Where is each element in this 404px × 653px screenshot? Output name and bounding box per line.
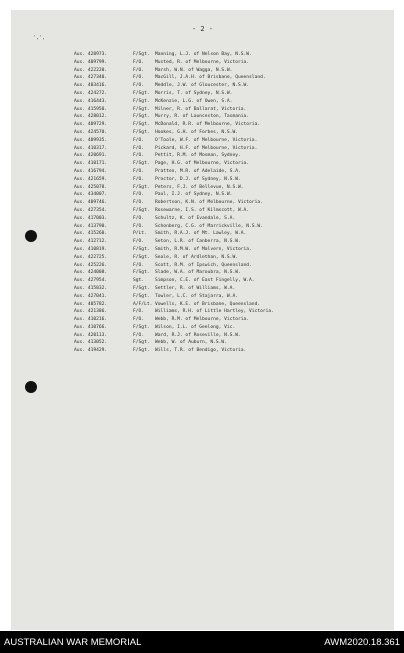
service-number: Aus. 409746.: [74, 200, 108, 206]
name-location: Wilson, I.L. of Geelong, Vic.: [155, 324, 236, 330]
list-item: [74, 301, 384, 309]
name-location: Williams, R.H. of Little Hartley, Victoria.: [155, 309, 274, 315]
service-number: Aus. 424570.: [74, 129, 108, 135]
list-item: [74, 277, 384, 285]
name-location: Pickard, H.F. of Melbourne, Victoria.: [155, 145, 258, 151]
service-number: Aus. 427354.: [74, 207, 108, 213]
list-item: [74, 191, 384, 199]
rank: F/Sgt.: [133, 90, 150, 96]
service-number: Aus. 422220.: [74, 67, 108, 73]
rank: F/O.: [133, 137, 145, 143]
rank: F/O.: [133, 83, 145, 89]
name-location: Pettit, R.M. of Mosman, Sydney.: [155, 153, 241, 159]
name-location: Seton, L.R. of Canberra, N.S.W.: [155, 239, 241, 245]
list-item: [74, 51, 384, 59]
list-item: [74, 168, 384, 176]
rank: F/Sgt.: [133, 293, 150, 299]
page-number: - 2 -: [191, 25, 214, 33]
list-item: [74, 269, 384, 277]
name-location: Webb, W. of Auburn, N.S.W.: [155, 340, 227, 346]
personnel-list: [74, 51, 384, 355]
footer-institution: AUSTRALIAN WAR MEMORIAL: [4, 636, 142, 648]
rank: Sgt.: [133, 278, 145, 284]
list-item: [74, 98, 384, 106]
list-item: [74, 90, 384, 98]
rank: F/O.: [133, 223, 145, 229]
service-number: Aus. 427954.: [74, 278, 108, 284]
name-location: Towler, L.C. of Stajarra, W.A.: [155, 293, 238, 299]
list-item: [74, 199, 384, 207]
list-item: [74, 347, 384, 355]
punch-hole-icon: [25, 230, 37, 242]
rank: F/Sgt.: [133, 340, 150, 346]
list-item: [74, 207, 384, 215]
service-number: Aus. 427041.: [74, 293, 108, 299]
rank: F/O.: [133, 192, 145, 198]
rank: F/O.: [133, 145, 145, 151]
list-item: [74, 230, 384, 238]
service-number: Aus. 410766.: [74, 324, 108, 330]
list-item: [74, 223, 384, 231]
list-item: [74, 285, 384, 293]
service-number: Aus. 425226.: [74, 262, 108, 268]
name-location: Paul, I.J. of Sydney, N.S.W.: [155, 192, 233, 198]
rank: F/O.: [133, 317, 145, 323]
service-number: Aus. 422725.: [74, 254, 108, 260]
name-location: Wills, T.R. of Bendigo, Victoria.: [155, 348, 247, 354]
name-location: Smith, R.A.J. of Mt. Lawley, W.A.: [155, 231, 247, 237]
service-number: Aus. 420691.: [74, 153, 108, 159]
list-item: [74, 137, 384, 145]
name-location: Manning, L.J. of Nelson Bay, N.S.W.: [155, 52, 252, 57]
service-number: Aus. 409729.: [74, 122, 108, 128]
name-location: Milner, R. of Ballarat, Victoria.: [155, 106, 247, 112]
rank: F/O.: [133, 176, 145, 182]
name-location: Hookes, G.H. of Forbes, N.S.W.: [155, 129, 238, 135]
service-number: Aus. 409935.: [74, 137, 108, 143]
rank: F/Sgt.: [133, 122, 150, 128]
rank: F/Sgt.: [133, 129, 150, 135]
name-location: MacGill, J.A.H. of Brisbane, Queensland.: [155, 75, 266, 81]
service-number: Aus. 427340.: [74, 75, 108, 81]
rank: F/Sgt.: [133, 285, 150, 291]
list-item: [74, 152, 384, 160]
list-item: [74, 246, 384, 254]
service-number: Aus. 409799.: [74, 59, 108, 65]
rank: F/O.: [133, 59, 145, 65]
list-item: [74, 59, 384, 67]
service-number: Aus. 405782.: [74, 301, 108, 307]
list-item: [74, 129, 384, 137]
rank: F/Sgt.: [133, 207, 150, 213]
footer-accession-number: AWM2020.18.361: [324, 636, 400, 648]
document-page: [11, 10, 394, 630]
rank: F/O.: [133, 332, 145, 338]
list-item: [74, 324, 384, 332]
name-location: Meddle, J.W. of Gloucester, N.S.W.: [155, 83, 250, 89]
list-item: [74, 67, 384, 75]
rank: F/Sgt.: [133, 270, 150, 276]
service-number: Aus. 424272.: [74, 90, 108, 96]
name-location: O'Toole, W.F. of Melbourne, Victoria.: [155, 137, 258, 143]
rank: F/O.: [133, 67, 145, 73]
name-location: Proctor, D.J. of Sydney, N.S.W.: [155, 176, 241, 182]
service-number: Aus. 421386.: [74, 309, 108, 315]
service-number: Aus. 412712.: [74, 239, 108, 245]
service-number: Aus. 420113.: [74, 332, 108, 338]
service-number: Aus. 420973.: [74, 52, 108, 57]
list-item: [74, 74, 384, 82]
name-location: McKenzie, L.G. of Owen, S.A.: [155, 98, 233, 104]
name-location: Vowells, K.E. of Brisbane, Queensland.: [155, 301, 261, 307]
footer-bar: [0, 631, 404, 653]
rank: F/O.: [133, 200, 145, 206]
rank: F/O.: [133, 215, 145, 221]
name-location: Scott, R.M. of Ipswich, Queensland.: [155, 262, 252, 268]
rank: F/O.: [133, 75, 145, 81]
name-location: Schonberg, C.G. of Marrickville, N.S.W.: [155, 223, 263, 229]
service-number: Aus. 416443.: [74, 98, 108, 104]
rank: F/Sgt.: [133, 161, 150, 167]
rank: F/Sgt.: [133, 254, 150, 260]
list-item: [74, 262, 384, 270]
service-number: Aus. 410216.: [74, 317, 108, 323]
list-item: [74, 308, 384, 316]
list-item: [74, 215, 384, 223]
service-number: Aus. 419429.: [74, 348, 108, 354]
list-item: [74, 145, 384, 153]
service-number: Aus. 413790.: [74, 223, 108, 229]
list-item: [74, 332, 384, 340]
rank: F/Sgt.: [133, 246, 150, 252]
service-number: Aus. 421659.: [74, 176, 108, 182]
service-number: Aus. 415832.: [74, 285, 108, 291]
rank: F/Sgt.: [133, 106, 150, 112]
list-item: [74, 176, 384, 184]
name-location: Page, H.G. of Melbourne, Victoria.: [155, 161, 250, 167]
list-item: [74, 339, 384, 347]
service-number: Aus. 403416.: [74, 83, 108, 89]
service-number: Aus. 413052.: [74, 340, 108, 346]
rank: F/Sgt.: [133, 348, 150, 354]
list-item: [74, 82, 384, 90]
rank: F/Sgt.: [133, 98, 150, 104]
name-location: Morris, T. of Sydney, N.S.W.: [155, 90, 233, 96]
list-item: [74, 293, 384, 301]
name-location: Ward, R.J. of Roseville, N.S.W.: [155, 332, 241, 338]
rank: F/Sgt.: [133, 184, 150, 190]
corner-mark: ',',: [33, 35, 46, 41]
rank: F/O.: [133, 153, 145, 159]
list-item: [74, 113, 384, 121]
service-number: Aus. 415950.: [74, 106, 108, 112]
list-item: [74, 238, 384, 246]
name-location: Murry, R. of Launceston, Tasmania.: [155, 114, 250, 120]
name-location: Simpson, C.E. of East Fingelly, W.A.: [155, 278, 255, 284]
name-location: Rosewarne, I.S. of Kilmscott, W.A.: [155, 207, 250, 213]
service-number: Aus. 424008.: [74, 270, 108, 276]
service-number: Aus. 416794.: [74, 168, 108, 174]
list-item: [74, 160, 384, 168]
name-location: Peters, F.J. of Bellevue, N.S.W.: [155, 184, 244, 190]
rank: F/Sgt.: [133, 52, 150, 57]
rank: P/Lt.: [133, 231, 147, 237]
name-location: Settler, R. of Williams, W.A.: [155, 285, 236, 291]
list-item: [74, 254, 384, 262]
name-location: Seale, R. of Ardlethan, N.S.W.: [155, 254, 238, 260]
list-item: [74, 316, 384, 324]
rank: F/O.: [133, 262, 145, 268]
name-location: Webb, R.M. of Melbourne, Victoria.: [155, 317, 250, 323]
name-location: Schultz, K. of Evandale, S.A.: [155, 215, 236, 221]
rank: F/O.: [133, 168, 145, 174]
name-location: Pratten, M.R. of Adelaide, S.A.: [155, 168, 241, 174]
service-number: Aus. 410819.: [74, 246, 108, 252]
service-number: Aus. 410171.: [74, 161, 108, 167]
name-location: Robertson, K.N. of Melbourne, Victoria.: [155, 200, 263, 206]
list-item: [74, 121, 384, 129]
service-number: Aus. 428012.: [74, 114, 108, 120]
rank: F/O.: [133, 239, 145, 245]
name-location: Musted, R. of Melbourne, Victoria.: [155, 59, 250, 65]
service-number: Aus. 410317.: [74, 145, 108, 151]
service-number: Aus. 434007.: [74, 192, 108, 198]
list-item: [74, 184, 384, 192]
name-location: Smith, R.M.W. of Malvern, Victoria.: [155, 246, 252, 252]
service-number: Aus. 415260.: [74, 231, 108, 237]
rank: F/Sgt.: [133, 324, 150, 330]
rank: A/F/Lt.: [133, 301, 153, 307]
list-item: [74, 106, 384, 114]
name-location: McDonald, R.R. of Melbourne, Victoria.: [155, 122, 261, 128]
punch-hole-icon: [25, 381, 37, 393]
rank: F/O.: [133, 309, 145, 315]
name-location: Slade, W.A. of Maroubra, N.S.W.: [155, 270, 241, 276]
name-location: Marsh, W.N. of Wagga, N.S.W.: [155, 67, 233, 73]
service-number: Aus. 417003.: [74, 215, 108, 221]
rank: F/Sgt.: [133, 114, 150, 120]
service-number: Aus. 425078.: [74, 184, 108, 190]
